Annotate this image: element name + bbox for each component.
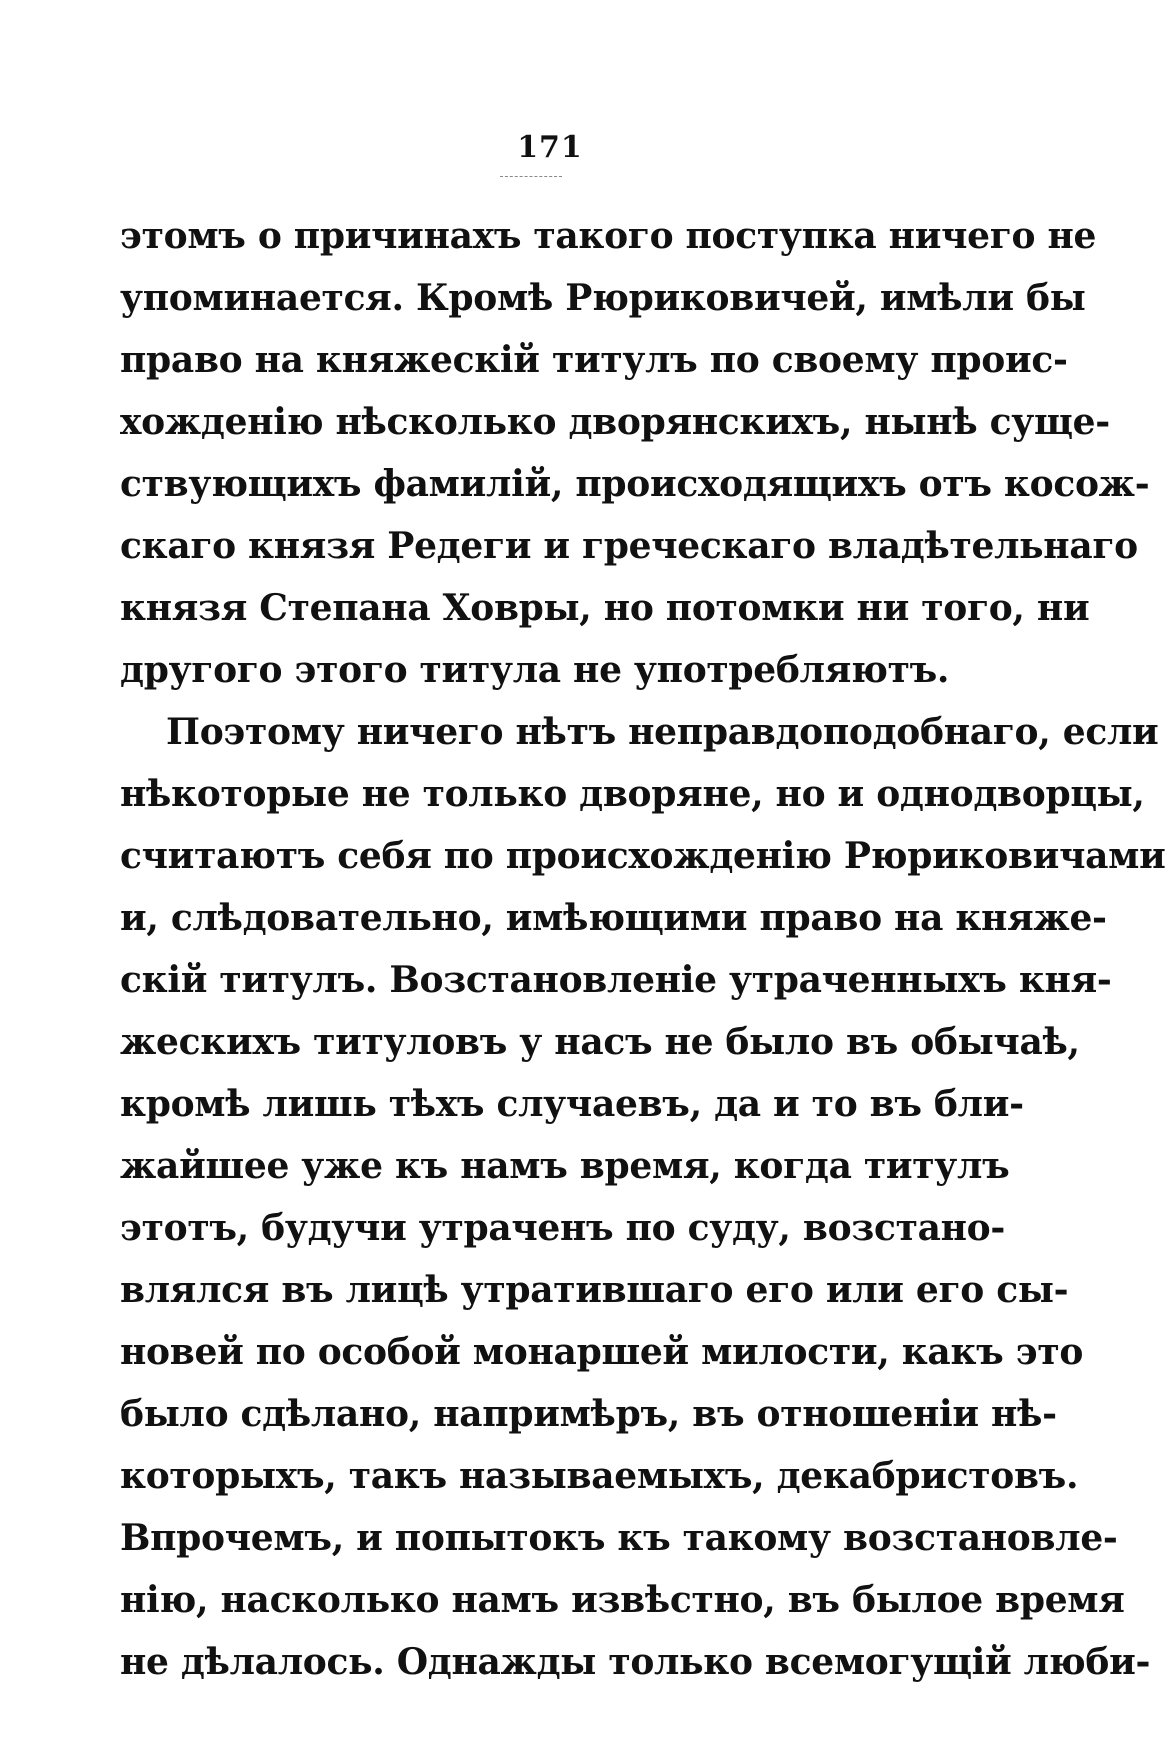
text-line: скій титулъ. Возстановленіе утраченныхъ кня- bbox=[120, 959, 1112, 1001]
text-line: этомъ о причинахъ такого поступка ничего не bbox=[120, 215, 1097, 257]
text-line: и, слѣдовательно, имѣющими право на княже- bbox=[120, 897, 1107, 939]
text-line: упоминается. Кромѣ Рюриковичей, имѣли бы bbox=[120, 277, 1086, 319]
page-number: 171 bbox=[517, 130, 583, 165]
text-line: жайшее уже къ намъ время, когда титулъ bbox=[120, 1145, 1010, 1187]
text-line: Поэтому ничего нѣтъ неправдоподобнаго, если bbox=[166, 711, 1159, 753]
text-line: князя Степана Ховры, но потомки ни того, ни bbox=[120, 587, 1090, 629]
text-line: влялся въ лицѣ утратившаго его или его сы- bbox=[120, 1269, 1069, 1311]
text-line: нію, насколько намъ извѣстно, въ былое время bbox=[120, 1579, 1125, 1621]
page-number-rule bbox=[500, 176, 562, 177]
text-line: не дѣлалось. Однажды только всемогущій люби- bbox=[120, 1641, 1151, 1683]
text-line: считаютъ себя по происхожденію Рюриковичами bbox=[120, 835, 1166, 877]
text-line: хожденію нѣсколько дворянскихъ, нынѣ суще- bbox=[120, 401, 1110, 443]
text-line: было сдѣлано, напримѣръ, въ отношеніи нѣ- bbox=[120, 1393, 1057, 1435]
text-line: скаго князя Редеги и греческаго владѣтельнаго bbox=[120, 525, 1138, 567]
text-line: этотъ, будучи утраченъ по суду, возстано- bbox=[120, 1207, 1006, 1249]
body-text bbox=[120, 205, 1166, 1693]
text-line: новей по особой монаршей милости, какъ это bbox=[120, 1331, 1084, 1373]
text-line: нѣкоторые не только дворяне, но и однодворцы, bbox=[120, 773, 1145, 815]
text-line: которыхъ, такъ называемыхъ, декабристовъ. bbox=[120, 1455, 1079, 1497]
text-line: Впрочемъ, и попытокъ къ такому возстановле- bbox=[120, 1517, 1118, 1559]
text-line: кромѣ лишь тѣхъ случаевъ, да и то въ бли- bbox=[120, 1083, 1024, 1125]
text-line: ствующихъ фамилій, происходящихъ отъ косож- bbox=[120, 463, 1150, 505]
text-line: право на княжескій титулъ по своему проис- bbox=[120, 339, 1068, 381]
text-line: другого этого титула не употребляютъ. bbox=[120, 649, 950, 691]
text-line: жескихъ титуловъ у насъ не было въ обычаѣ, bbox=[120, 1021, 1080, 1063]
